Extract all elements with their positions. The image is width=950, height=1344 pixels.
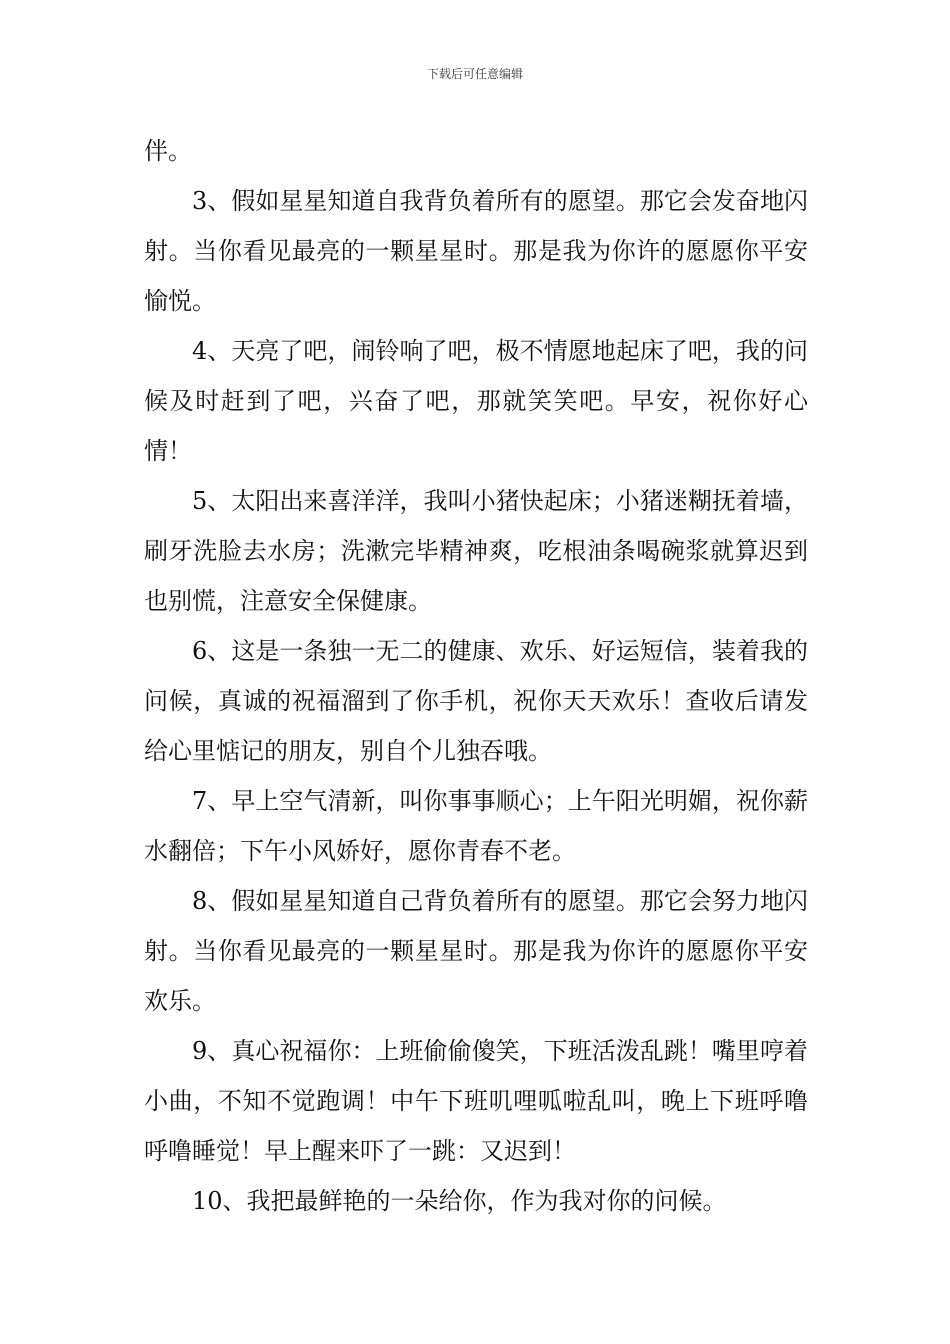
page-header: 下载后可任意编辑	[426, 67, 523, 81]
paragraph-item-5: 5、太阳出来喜洋洋，我叫小猪快起床；小猪迷糊抚着墙，刷牙洗脸去水房；洗漱完毕精神爽，吃根油条喝碗浆就算迟到也别慌，注意安全保健康。	[144, 487, 808, 615]
paragraph-item-6: 6、这是一条独一无二的健康、欢乐、好运短信，装着我的问候，真诚的祝福溜到了你手机，祝你天天欢乐！查收后请发给心里惦记的朋友，别自个儿独吞哦。	[144, 637, 808, 765]
document-body	[144, 126, 808, 1226]
paragraph-item-7: 7、早上空气清新，叫你事事顺心；上午阳光明媚，祝你薪水翻倍；下午小风娇好，愿你青春不老。	[144, 787, 808, 865]
paragraph-item-10: 10、我把最鲜艳的一朵给你，作为我对你的问候。	[192, 1187, 727, 1215]
paragraph-item-4: 4、天亮了吧，闹铃响了吧，极不情愿地起床了吧，我的问候及时赶到了吧，兴奋了吧，那就笑笑吧。早安，祝你好心情！	[144, 337, 808, 465]
paragraph-item-3: 3、假如星星知道自我背负着所有的愿望。那它会发奋地闪射。当你看见最亮的一颗星星时。那是我为你许的愿愿你平安愉悦。	[144, 187, 808, 315]
paragraph-item-9: 9、真心祝福你：上班偷偷傻笑，下班活泼乱跳！嘴里哼着小曲，不知不觉跑调！中午下班叽哩呱啦乱叫，晚上下班呼噜呼噜睡觉！早上醒来吓了一跳：又迟到！	[144, 1037, 808, 1165]
paragraph-item-8: 8、假如星星知道自己背负着所有的愿望。那它会努力地闪射。当你看见最亮的一颗星星时。那是我为你许的愿愿你平安欢乐。	[144, 887, 808, 1015]
paragraph-continuation: 伴。	[144, 137, 192, 165]
